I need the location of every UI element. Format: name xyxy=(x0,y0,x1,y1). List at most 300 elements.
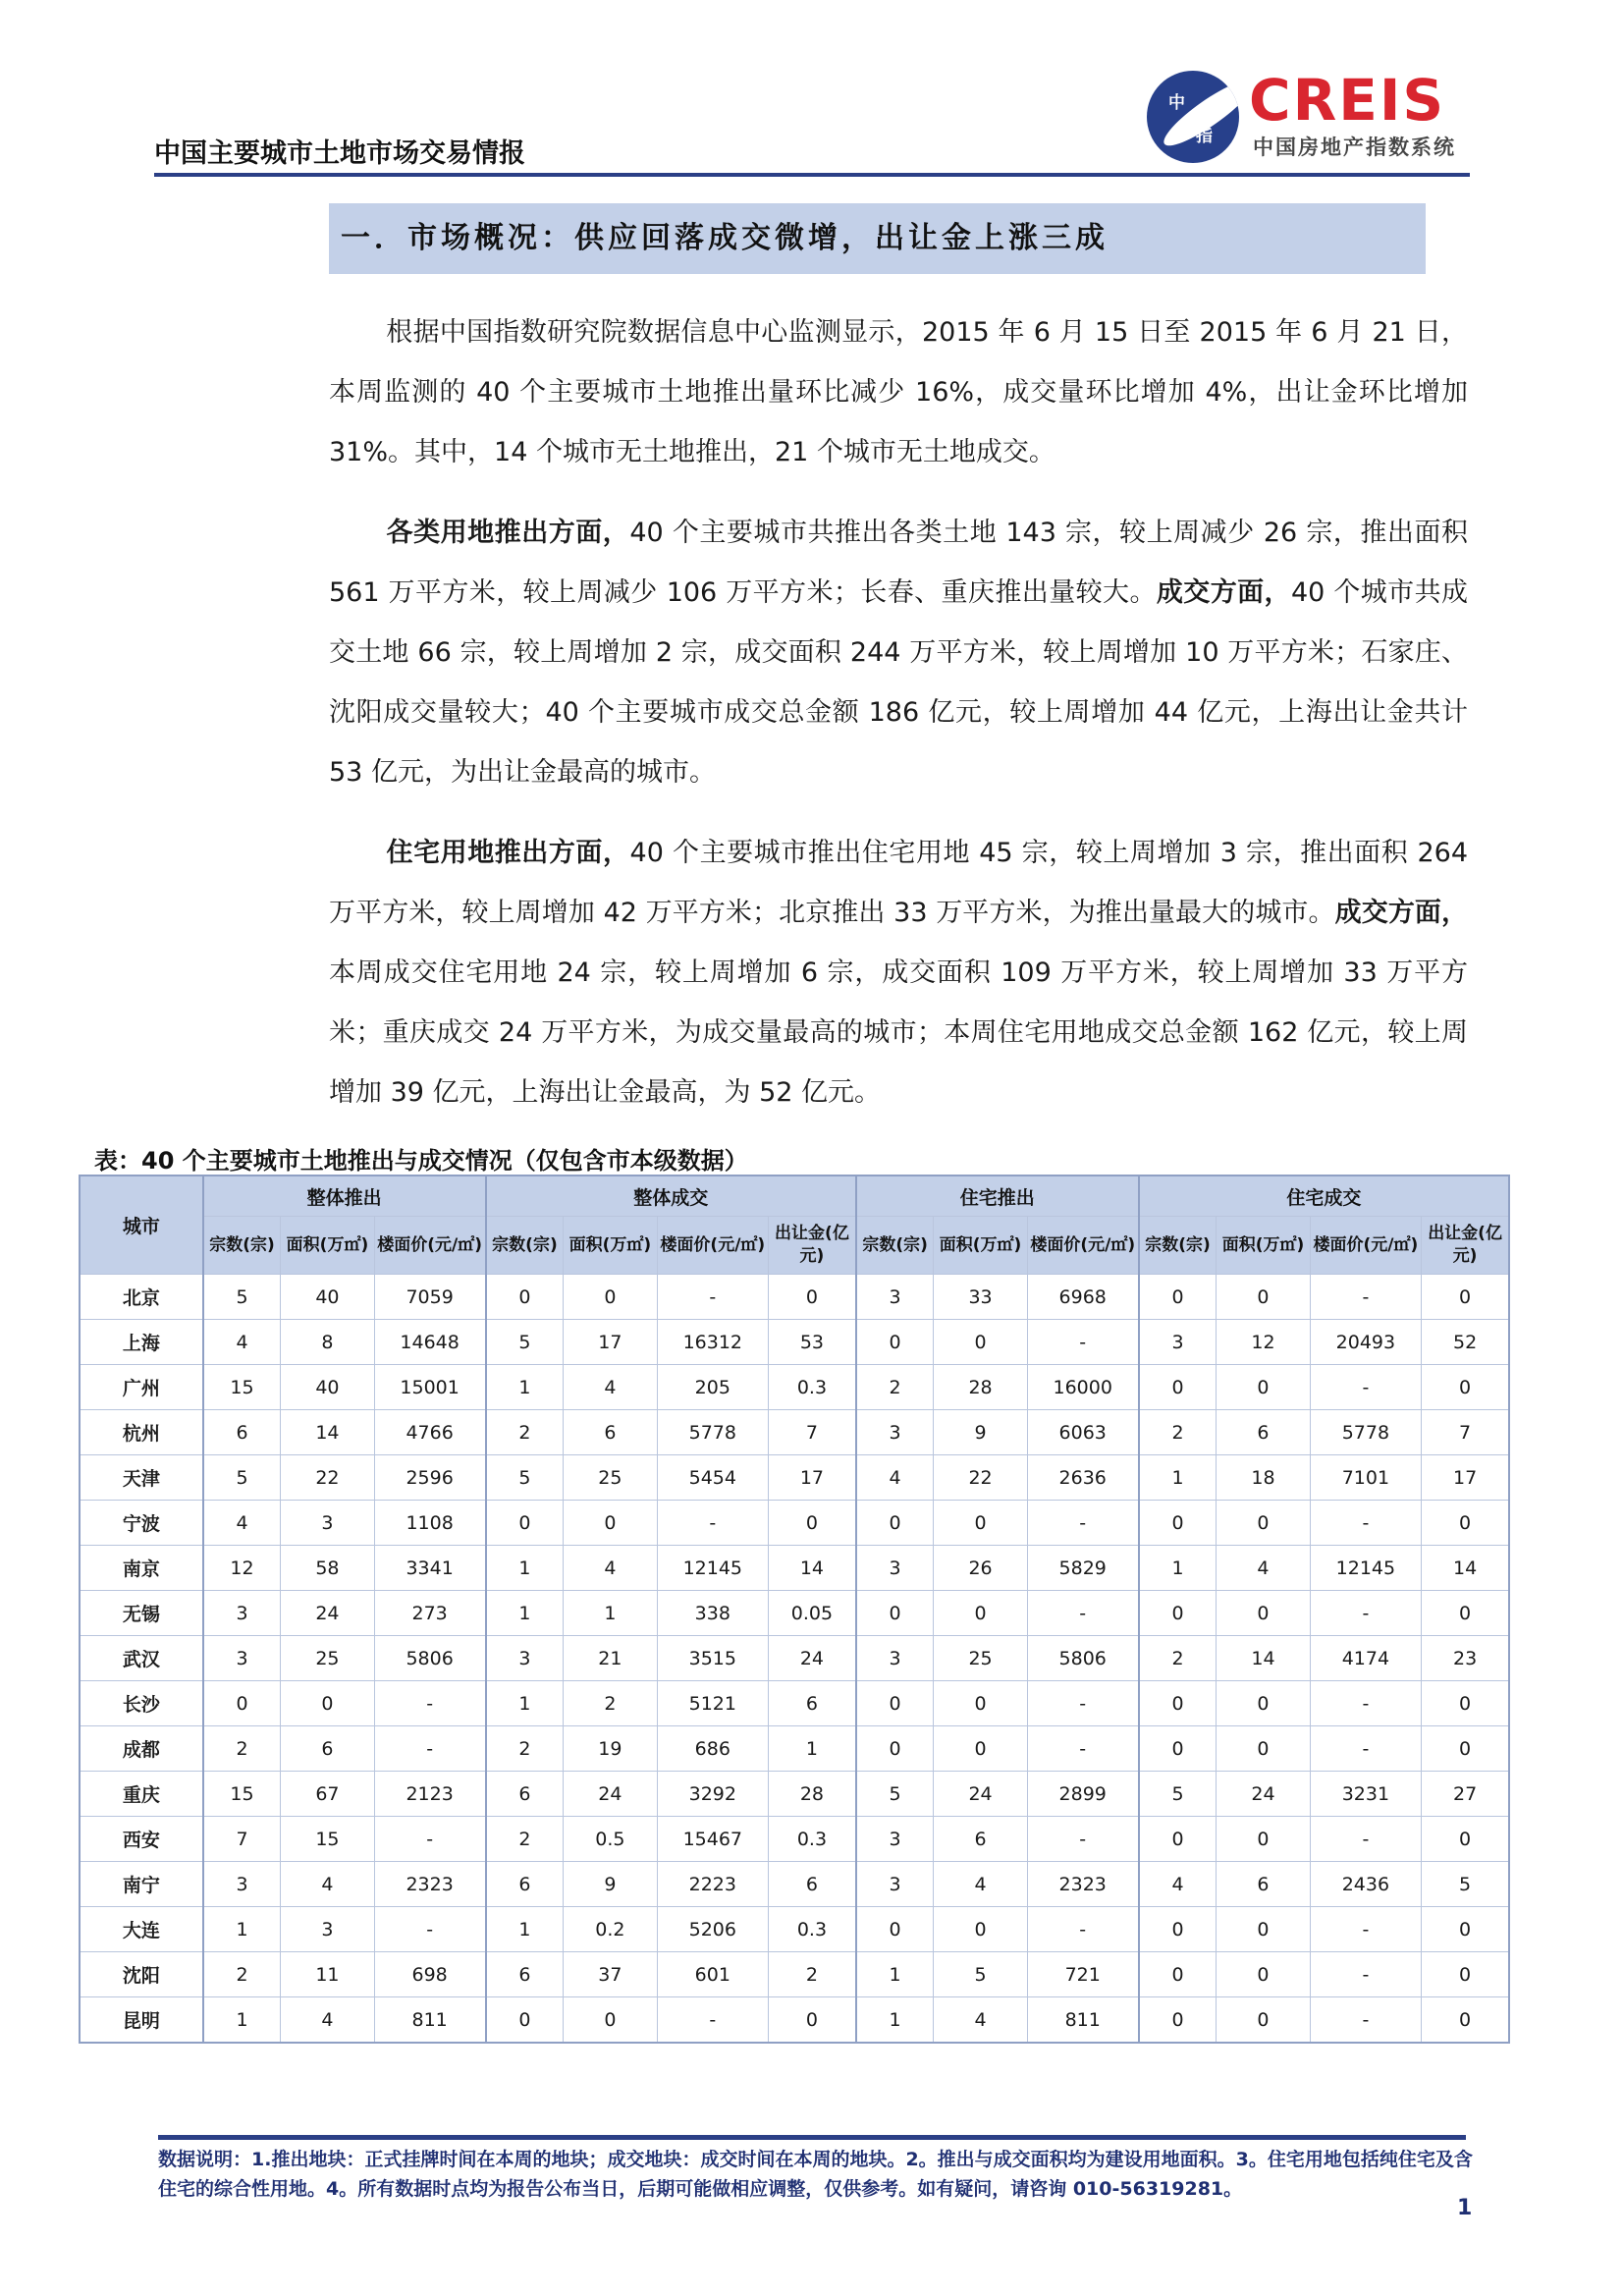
table-cell: 24 xyxy=(564,1772,657,1817)
table-cell: 2436 xyxy=(1310,1862,1422,1907)
header-price: 楼面价(元/㎡) xyxy=(1027,1217,1139,1275)
table-row xyxy=(80,1320,1509,1365)
table-cell: 3 xyxy=(486,1636,564,1681)
table-cell: 0 xyxy=(769,1997,856,2044)
table-cell: 5 xyxy=(1139,1772,1217,1817)
table-cell: 1 xyxy=(203,1907,281,1952)
paragraph-all-land xyxy=(329,503,1468,802)
table-cell: 6 xyxy=(1217,1862,1310,1907)
table-cell: - xyxy=(1027,1501,1139,1546)
table-cell: 6 xyxy=(1217,1410,1310,1455)
table-cell: - xyxy=(1310,1997,1422,2044)
table-row xyxy=(80,1546,1509,1591)
table-cell: 25 xyxy=(281,1636,374,1681)
table-cell: 0 xyxy=(1217,1726,1310,1772)
table-row xyxy=(80,1275,1509,1320)
table-cell: 601 xyxy=(657,1952,769,1997)
paragraph-all-land-supply-label: 各类用地推出方面， xyxy=(386,518,630,548)
table-cell: - xyxy=(657,1997,769,2044)
table-cell: 2 xyxy=(486,1817,564,1862)
header-fee: 出让金(亿元) xyxy=(769,1217,856,1275)
table-cell: 0 xyxy=(1422,1817,1509,1862)
table-cell: 0 xyxy=(934,1591,1027,1636)
table-cell: - xyxy=(1027,1681,1139,1726)
table-row xyxy=(80,1952,1509,1997)
table-row xyxy=(80,1501,1509,1546)
table-cell: 4 xyxy=(281,1997,374,2044)
table-cell: 53 xyxy=(769,1320,856,1365)
table-cell: 3 xyxy=(1139,1320,1217,1365)
table-cell: 0 xyxy=(856,1591,934,1636)
table-cell: 6 xyxy=(934,1817,1027,1862)
table-cell: 811 xyxy=(1027,1997,1139,2044)
table-cell: 3231 xyxy=(1310,1772,1422,1817)
table-cell: 338 xyxy=(657,1591,769,1636)
table-row xyxy=(80,1997,1509,2044)
table-row xyxy=(80,1365,1509,1410)
table-cell: 0 xyxy=(203,1681,281,1726)
header-price: 楼面价(元/㎡) xyxy=(1310,1217,1422,1275)
table-cell: 0.5 xyxy=(564,1817,657,1862)
table-cell: 0 xyxy=(1217,1365,1310,1410)
table-cell: 15467 xyxy=(657,1817,769,1862)
table-cell: 2 xyxy=(564,1681,657,1726)
table-cell: 3515 xyxy=(657,1636,769,1681)
table-cell: 5 xyxy=(486,1320,564,1365)
table-cell: 40 xyxy=(281,1275,374,1320)
creis-logo xyxy=(1147,67,1471,165)
header-area: 面积(万㎡) xyxy=(934,1217,1027,1275)
table-cell: 4174 xyxy=(1310,1636,1422,1681)
table-cell: - xyxy=(1310,1365,1422,1410)
table-cell: 4 xyxy=(856,1455,934,1501)
table-cell: 0 xyxy=(934,1726,1027,1772)
table-cell: - xyxy=(374,1907,486,1952)
table-row xyxy=(80,1636,1509,1681)
table-cell: - xyxy=(1310,1681,1422,1726)
table-cell: 5 xyxy=(203,1275,281,1320)
paragraph-all-land-deal-label: 成交方面， xyxy=(1156,577,1291,608)
city-cell: 广州 xyxy=(80,1365,203,1410)
table-cell: 14 xyxy=(769,1546,856,1591)
table-cell: 8 xyxy=(281,1320,374,1365)
header-group-residential-supply: 住宅推出 xyxy=(856,1175,1139,1217)
table-cell: 4 xyxy=(934,1862,1027,1907)
table-cell: 0 xyxy=(769,1501,856,1546)
table-cell: 22 xyxy=(934,1455,1027,1501)
table-cell: 0 xyxy=(1422,1997,1509,2044)
city-cell: 西安 xyxy=(80,1817,203,1862)
table-cell: 5454 xyxy=(657,1455,769,1501)
city-cell: 大连 xyxy=(80,1907,203,1952)
table-cell: 17 xyxy=(769,1455,856,1501)
table-body xyxy=(80,1275,1509,2044)
table-cell: 6063 xyxy=(1027,1410,1139,1455)
table-cell: 3 xyxy=(856,1817,934,1862)
table-cell: 1 xyxy=(486,1546,564,1591)
table-cell: 2596 xyxy=(374,1455,486,1501)
table-cell: 0 xyxy=(1139,1591,1217,1636)
city-cell: 成都 xyxy=(80,1726,203,1772)
table-cell: 7 xyxy=(203,1817,281,1862)
header-count: 宗数(宗) xyxy=(1139,1217,1217,1275)
table-cell: 3 xyxy=(856,1862,934,1907)
table-cell: 0 xyxy=(856,1681,934,1726)
logo-seal-char-2: 指 xyxy=(1196,127,1213,146)
header-area: 面积(万㎡) xyxy=(1217,1217,1310,1275)
city-cell: 上海 xyxy=(80,1320,203,1365)
table-cell: 6 xyxy=(281,1726,374,1772)
table-cell: 0 xyxy=(769,1275,856,1320)
table-cell: 2 xyxy=(203,1726,281,1772)
table-cell: 4 xyxy=(564,1365,657,1410)
logo-subtitle: 中国房地产指数系统 xyxy=(1253,136,1456,159)
table-cell: 16000 xyxy=(1027,1365,1139,1410)
table-cell: 3 xyxy=(856,1275,934,1320)
table-cell: 0 xyxy=(934,1681,1027,1726)
table-cell: 22 xyxy=(281,1455,374,1501)
paragraph-residential-supply-label: 住宅用地推出方面， xyxy=(386,838,630,868)
city-cell: 宁波 xyxy=(80,1501,203,1546)
table-cell: 9 xyxy=(934,1410,1027,1455)
table-cell: 1 xyxy=(769,1726,856,1772)
table-cell: 24 xyxy=(281,1591,374,1636)
table-cell: 0 xyxy=(1422,1501,1509,1546)
table-cell: 0 xyxy=(1139,1365,1217,1410)
table-cell: 6 xyxy=(769,1681,856,1726)
city-cell: 杭州 xyxy=(80,1410,203,1455)
city-cell: 重庆 xyxy=(80,1772,203,1817)
table-cell: 1 xyxy=(486,1681,564,1726)
table-cell: 4 xyxy=(203,1320,281,1365)
table-cell: 0 xyxy=(1139,1817,1217,1862)
header-count: 宗数(宗) xyxy=(203,1217,281,1275)
table-cell: 5206 xyxy=(657,1907,769,1952)
table-cell: 14 xyxy=(281,1410,374,1455)
table-cell: - xyxy=(1027,1726,1139,1772)
table-cell: 0 xyxy=(1422,1952,1509,1997)
table-cell: - xyxy=(1310,1275,1422,1320)
paragraph-all-land-supply-text: 40 个主要城市共推出各类土地 143 宗，较上周减少 26 宗，推出面积 561 万平方米，较上周减少 106 万平方米；长春、重庆推出量较大。 xyxy=(329,518,1468,608)
table-cell: - xyxy=(1310,1501,1422,1546)
table-cell: 5806 xyxy=(374,1636,486,1681)
table-cell: 2123 xyxy=(374,1772,486,1817)
table-cell: 0 xyxy=(486,1997,564,2044)
table-cell: 0 xyxy=(856,1501,934,1546)
table-cell: 6 xyxy=(769,1862,856,1907)
table-row xyxy=(80,1772,1509,1817)
table-cell: 0 xyxy=(1217,1591,1310,1636)
table-cell: 24 xyxy=(1217,1772,1310,1817)
table-cell: - xyxy=(657,1275,769,1320)
table-cell: 0 xyxy=(934,1907,1027,1952)
table-cell: - xyxy=(657,1501,769,1546)
table-cell: 0 xyxy=(486,1275,564,1320)
table-cell: 0 xyxy=(1139,1952,1217,1997)
table-cell: 19 xyxy=(564,1726,657,1772)
table-cell: 0.05 xyxy=(769,1591,856,1636)
paragraph-residential-deal-text: 本周成交住宅用地 24 宗，较上周增加 6 宗，成交面积 109 万平方米，较上周增加 33 万平方米；重庆成交 24 万平方米，为成交量最高的城市；本周住宅用地成交总金额 162 亿元，较上周增加 39 亿元，上海出让金最高，为 52 亿元。 xyxy=(329,957,1468,1108)
table-cell: 28 xyxy=(934,1365,1027,1410)
table-row xyxy=(80,1907,1509,1952)
table-cell: 2323 xyxy=(374,1862,486,1907)
table-cell: 23 xyxy=(1422,1636,1509,1681)
table-cell: 0 xyxy=(1139,1726,1217,1772)
table-cell: 12145 xyxy=(657,1546,769,1591)
table-cell: 4 xyxy=(1217,1546,1310,1591)
table-cell: 1 xyxy=(1139,1455,1217,1501)
table-cell: 26 xyxy=(934,1546,1027,1591)
table-cell: 7101 xyxy=(1310,1455,1422,1501)
table-cell: 1 xyxy=(486,1907,564,1952)
table-cell: 1 xyxy=(203,1997,281,2044)
city-cell: 无锡 xyxy=(80,1591,203,1636)
table-cell: 698 xyxy=(374,1952,486,1997)
table-cell: 7 xyxy=(1422,1410,1509,1455)
table-cell: 0 xyxy=(1217,1817,1310,1862)
table-cell: - xyxy=(1027,1907,1139,1952)
table-cell: 0 xyxy=(1139,1681,1217,1726)
header-group-total-deal: 整体成交 xyxy=(486,1175,856,1217)
table-cell: 37 xyxy=(564,1952,657,1997)
table-cell: 25 xyxy=(564,1455,657,1501)
header-area: 面积(万㎡) xyxy=(564,1217,657,1275)
table-cell: 0 xyxy=(1217,1997,1310,2044)
table-cell: - xyxy=(374,1681,486,1726)
table-cell: 6 xyxy=(486,1862,564,1907)
table-cell: 24 xyxy=(769,1636,856,1681)
table-cell: 2323 xyxy=(1027,1862,1139,1907)
table-cell: 4 xyxy=(564,1546,657,1591)
table-cell: 15 xyxy=(281,1817,374,1862)
paragraph-overview xyxy=(329,302,1468,482)
table-cell: 3 xyxy=(856,1636,934,1681)
table-row xyxy=(80,1817,1509,1862)
footer-note: 数据说明：1.推出地块：正式挂牌时间在本周的地块；成交地块：成交时间在本周的地块。2。推出与成交面积均为建设用地面积。3。住宅用地包括纯住宅及含住宅的综合性用地。4。所有数据时点均为报告公布当日，后期可能做相应调整，仅供参考。如有疑问，请咨询 010-56319281。 xyxy=(158,2149,1473,2200)
header-price: 楼面价(元/㎡) xyxy=(657,1217,769,1275)
table-cell: 27 xyxy=(1422,1772,1509,1817)
header-fee: 出让金(亿元) xyxy=(1422,1217,1509,1275)
table-cell: 0 xyxy=(1139,1907,1217,1952)
table-cell: 17 xyxy=(564,1320,657,1365)
table-cell: 0 xyxy=(1422,1365,1509,1410)
table-cell: 2 xyxy=(1139,1636,1217,1681)
table-cell: 14 xyxy=(1422,1546,1509,1591)
city-cell: 沈阳 xyxy=(80,1952,203,1997)
table-cell: 5 xyxy=(934,1952,1027,1997)
header-price: 楼面价(元/㎡) xyxy=(374,1217,486,1275)
paragraph-overview-text: 根据中国指数研究院数据信息中心监测显示，2015 年 6 月 15 日至 2015 年 6 月 21 日，本周监测的 40 个主要城市土地推出量环比减少 16%，成交量环比增加 4%，出让金环比增加 31%。其中，14 个城市无土地推出，21 个城市无土地成交。 xyxy=(329,317,1468,467)
header-area: 面积(万㎡) xyxy=(281,1217,374,1275)
table-cell: - xyxy=(1310,1817,1422,1862)
table-cell: 0.3 xyxy=(769,1365,856,1410)
table-cell: 5806 xyxy=(1027,1636,1139,1681)
footer-divider xyxy=(158,2135,1466,2140)
header-city: 城市 xyxy=(80,1175,203,1275)
table-cell: 33 xyxy=(934,1275,1027,1320)
table-cell: 6 xyxy=(203,1410,281,1455)
table-cell: 5121 xyxy=(657,1681,769,1726)
table-cell: 3 xyxy=(203,1862,281,1907)
table-cell: 3 xyxy=(856,1410,934,1455)
paragraph-residential-deal-label: 成交方面， xyxy=(1334,898,1469,928)
table-cell: 3 xyxy=(203,1636,281,1681)
table-cell: 0 xyxy=(856,1320,934,1365)
logo-seal-char-1: 中 xyxy=(1168,93,1185,113)
city-cell: 南京 xyxy=(80,1546,203,1591)
table-cell: - xyxy=(1310,1952,1422,1997)
table-cell: 0 xyxy=(1422,1907,1509,1952)
header-group-residential-deal: 住宅成交 xyxy=(1139,1175,1509,1217)
city-cell: 北京 xyxy=(80,1275,203,1320)
table-cell: 2 xyxy=(203,1952,281,1997)
table-cell: 4 xyxy=(203,1501,281,1546)
table-cell: 4 xyxy=(934,1997,1027,2044)
table-cell: 7059 xyxy=(374,1275,486,1320)
table-cell: 0 xyxy=(856,1907,934,1952)
table-row xyxy=(80,1410,1509,1455)
table-cell: 5 xyxy=(856,1772,934,1817)
table-cell: 0 xyxy=(1139,1501,1217,1546)
table-cell: 3 xyxy=(281,1501,374,1546)
table-cell: 2 xyxy=(486,1726,564,1772)
table-cell: 4 xyxy=(1139,1862,1217,1907)
table-cell: 6968 xyxy=(1027,1275,1139,1320)
table-cell: 25 xyxy=(934,1636,1027,1681)
city-cell: 天津 xyxy=(80,1455,203,1501)
table-cell: 0 xyxy=(934,1320,1027,1365)
table-cell: - xyxy=(1310,1726,1422,1772)
table-cell: 52 xyxy=(1422,1320,1509,1365)
table-cell: 686 xyxy=(657,1726,769,1772)
table-cell: 16312 xyxy=(657,1320,769,1365)
city-cell: 南宁 xyxy=(80,1862,203,1907)
land-market-table xyxy=(79,1175,1510,2044)
table-cell: 5829 xyxy=(1027,1546,1139,1591)
table-cell: 0 xyxy=(856,1726,934,1772)
city-cell: 武汉 xyxy=(80,1636,203,1681)
page-number: 1 xyxy=(1457,2196,1473,2220)
table-cell: 2 xyxy=(486,1410,564,1455)
table-cell: 1 xyxy=(1139,1546,1217,1591)
table-cell: 2636 xyxy=(1027,1455,1139,1501)
table-cell: 0 xyxy=(564,1275,657,1320)
table-cell: 3292 xyxy=(657,1772,769,1817)
table-cell: 5 xyxy=(486,1455,564,1501)
table-cell: 0 xyxy=(1422,1681,1509,1726)
table-cell: - xyxy=(374,1726,486,1772)
table-cell: 0 xyxy=(1422,1591,1509,1636)
table-cell: 1 xyxy=(486,1365,564,1410)
table-cell: 0 xyxy=(1217,1681,1310,1726)
table-cell: 0 xyxy=(486,1501,564,1546)
table-cell: 3 xyxy=(856,1546,934,1591)
table-cell: 58 xyxy=(281,1546,374,1591)
table-cell: 28 xyxy=(769,1772,856,1817)
table-cell: 15 xyxy=(203,1365,281,1410)
table-cell: 1 xyxy=(856,1997,934,2044)
table-cell: 4 xyxy=(281,1862,374,1907)
table-cell: 5778 xyxy=(1310,1410,1422,1455)
table-cell: 17 xyxy=(1422,1455,1509,1501)
table-cell: 0 xyxy=(1422,1726,1509,1772)
table-cell: - xyxy=(1310,1907,1422,1952)
table-cell: 6 xyxy=(486,1772,564,1817)
table-cell: 0.2 xyxy=(564,1907,657,1952)
table-cell: 2 xyxy=(1139,1410,1217,1455)
table-cell: 1 xyxy=(564,1591,657,1636)
table-caption: 表：40 个主要城市土地推出与成交情况（仅包含市本级数据） xyxy=(94,1147,748,1175)
table-row xyxy=(80,1862,1509,1907)
table-cell: 14648 xyxy=(374,1320,486,1365)
table-cell: 12145 xyxy=(1310,1546,1422,1591)
table-cell: 0 xyxy=(1422,1275,1509,1320)
report-title: 中国主要城市土地市场交易情报 xyxy=(154,138,525,169)
table-cell: 1108 xyxy=(374,1501,486,1546)
table-cell: 3 xyxy=(281,1907,374,1952)
table-cell: - xyxy=(1027,1320,1139,1365)
table-cell: 0.3 xyxy=(769,1907,856,1952)
table-cell: 7 xyxy=(769,1410,856,1455)
table-cell: 67 xyxy=(281,1772,374,1817)
table-row xyxy=(80,1455,1509,1501)
table-cell: 18 xyxy=(1217,1455,1310,1501)
table-cell: 12 xyxy=(203,1546,281,1591)
paragraph-residential-supply-text: 40 个主要城市推出住宅用地 45 宗，较上周增加 3 宗，推出面积 264 万平方米，较上周增加 42 万平方米；北京推出 33 万平方米，为推出量最大的城市。 xyxy=(329,838,1469,928)
paragraph-residential xyxy=(329,823,1468,1122)
city-cell: 昆明 xyxy=(80,1997,203,2044)
header-divider xyxy=(154,173,1470,177)
table-cell: 15001 xyxy=(374,1365,486,1410)
table-cell: 3 xyxy=(203,1591,281,1636)
table-cell: 1 xyxy=(486,1591,564,1636)
table-cell: 4766 xyxy=(374,1410,486,1455)
table-cell: 0 xyxy=(564,1997,657,2044)
table-cell: 21 xyxy=(564,1636,657,1681)
header-group-total-supply: 整体推出 xyxy=(203,1175,486,1217)
table-cell: 9 xyxy=(564,1862,657,1907)
table-cell: 0 xyxy=(1217,1501,1310,1546)
table-row xyxy=(80,1726,1509,1772)
table-cell: 0 xyxy=(1217,1907,1310,1952)
table-row xyxy=(80,1591,1509,1636)
table-cell: 3341 xyxy=(374,1546,486,1591)
logo-seal-icon xyxy=(1147,71,1239,163)
table-cell: 2223 xyxy=(657,1862,769,1907)
table-cell: 0.3 xyxy=(769,1817,856,1862)
table-cell: 0 xyxy=(1139,1275,1217,1320)
table-cell: 6 xyxy=(486,1952,564,1997)
table-cell: 721 xyxy=(1027,1952,1139,1997)
header-count: 宗数(宗) xyxy=(486,1217,564,1275)
table-cell: - xyxy=(374,1817,486,1862)
logo-name: CREIS xyxy=(1249,67,1446,134)
table-cell: 2 xyxy=(769,1952,856,1997)
table-cell: 2899 xyxy=(1027,1772,1139,1817)
table-cell: 40 xyxy=(281,1365,374,1410)
header-count: 宗数(宗) xyxy=(856,1217,934,1275)
table-cell: 0 xyxy=(564,1501,657,1546)
city-cell: 长沙 xyxy=(80,1681,203,1726)
table-cell: 0 xyxy=(934,1501,1027,1546)
table-cell: 5 xyxy=(203,1455,281,1501)
table-cell: 0 xyxy=(1217,1952,1310,1997)
table-cell: 5778 xyxy=(657,1410,769,1455)
table-cell: 12 xyxy=(1217,1320,1310,1365)
section-heading: 一．市场概况：供应回落成交微增，出让金上涨三成 xyxy=(329,203,1426,274)
table-cell: 20493 xyxy=(1310,1320,1422,1365)
table-cell: 205 xyxy=(657,1365,769,1410)
